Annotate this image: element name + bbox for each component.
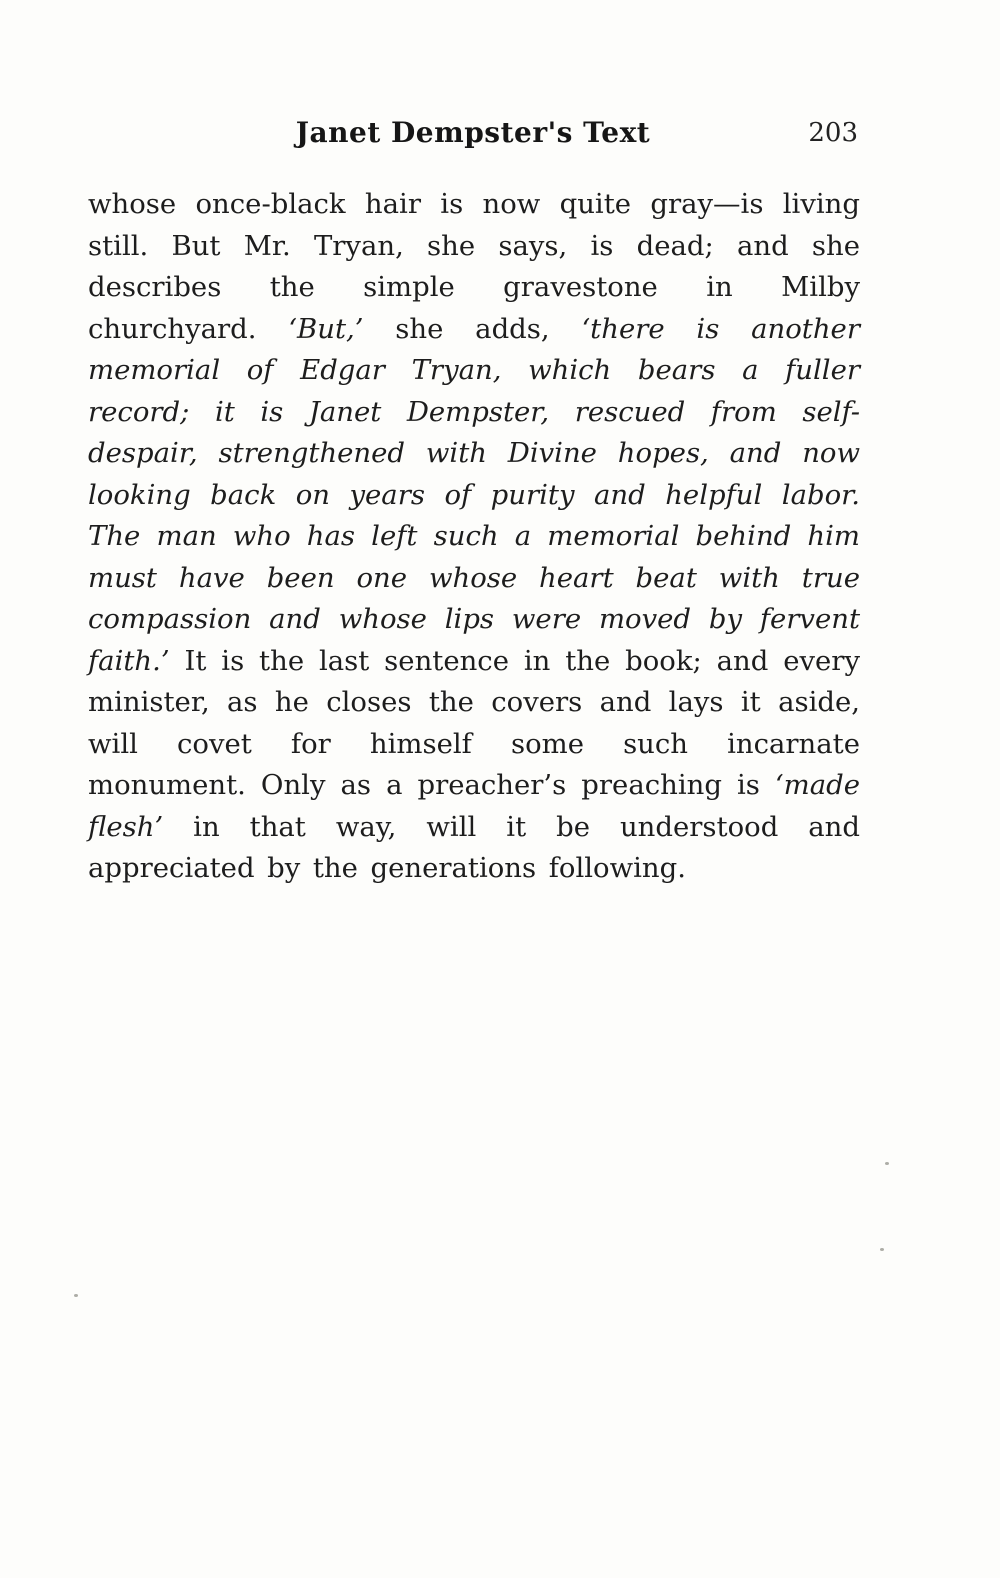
text-segment-roman: she adds,	[363, 312, 582, 345]
text-segment-italic: ‘But,’	[288, 312, 364, 345]
page-title: Janet Dempster's Text	[295, 116, 651, 149]
running-header	[88, 116, 858, 152]
text-segment-roman: in that way, will it be understood and appreciated by the generations following.	[88, 810, 860, 884]
page-number: 203	[808, 118, 858, 148]
scan-speck	[885, 1162, 889, 1165]
text-segment-roman: whose once-black hair is now quite gray—is living still. But Mr. Tryan, she says, is dead; and she describes the simple gravestone in Milby churchyard.	[88, 188, 860, 345]
scan-speck	[880, 1248, 884, 1251]
text-segment-roman: It is the last sentence in the book; and every minister, as he closes the covers and lays it aside, will covet for himself some such incarnate monument. Only as a preacher’s preaching is	[88, 644, 860, 801]
text-segment-italic: ‘made flesh’	[88, 769, 860, 843]
body-block	[88, 184, 860, 890]
scan-speck	[74, 1294, 78, 1297]
text-segment-italic: ‘there is another memorial of Edgar Tryan, which bears a fuller record; it is Janet Dempster, rescued from self-despair, strengthened with Divine hopes, and now looking back on years of purity and helpful labor. The man who has left such a memorial behind him must have been one whose heart beat with true compassion and whose lips were moved by fervent faith.’	[88, 312, 860, 677]
body-paragraph	[88, 184, 860, 890]
